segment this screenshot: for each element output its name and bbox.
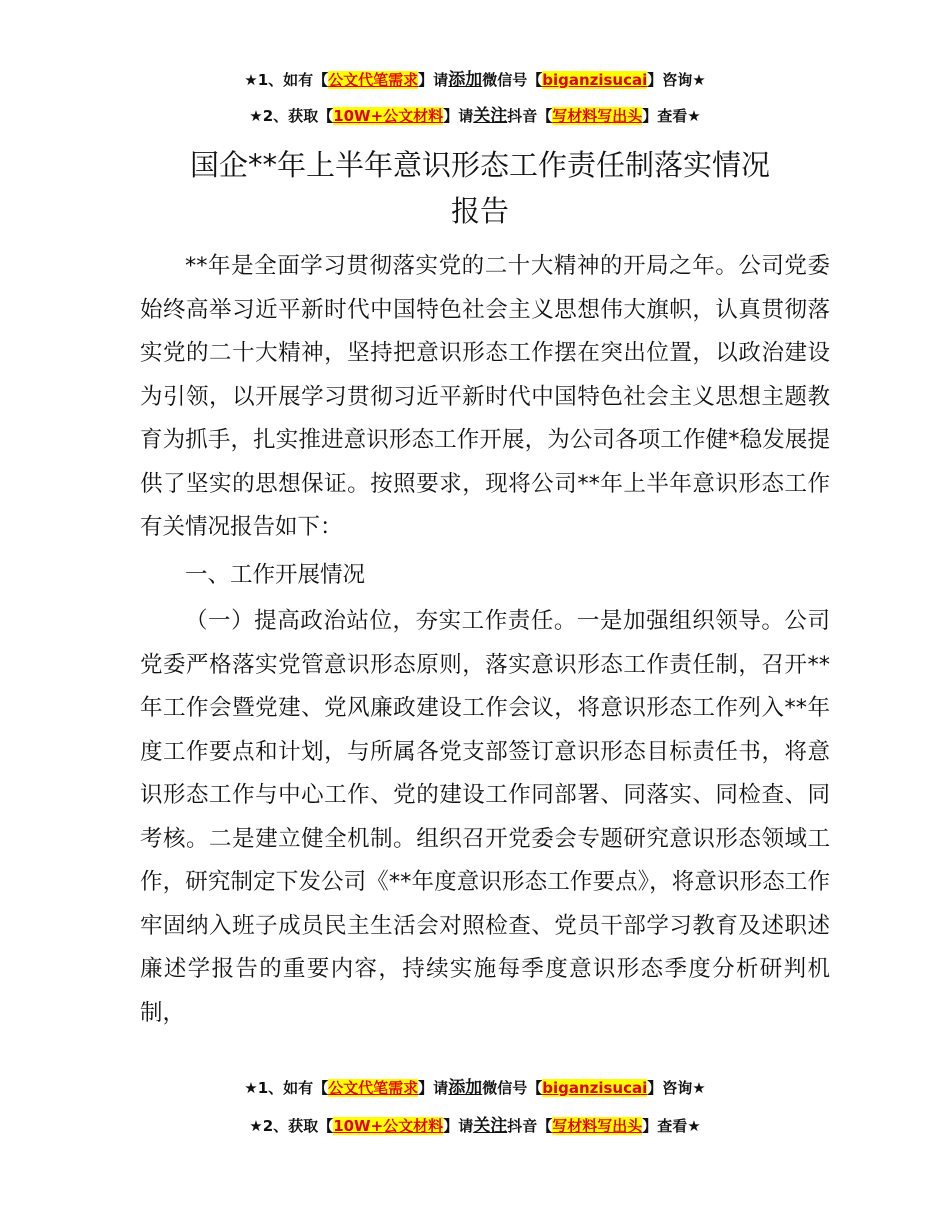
promo-text: 】请 — [443, 107, 474, 125]
promo-text: ★2、获取【 — [249, 107, 334, 125]
promo-text: 】请 — [418, 71, 449, 89]
title-line-2: 报告 — [450, 194, 509, 228]
promo-text: 】查看★ — [642, 107, 701, 125]
promo-text: 】查看★ — [642, 1117, 701, 1135]
promo-text: ★1、如有【 — [244, 71, 329, 89]
promo-line-1-top — [0, 69, 950, 91]
section-paragraph: （一）提高政治站位，夯实工作责任。一是加强组织领导。公司党委严格落实党管意识形态原则，落实意识形态工作责任制，召开**年工作会暨党建、党风廉政建设工作会议，将意识形态工作列入**年度工作要点和计划，与所属各党支部签订意识形态目标责任书，将意识形态工作与中心工作、党的建设工作同部署、同落实、同检查、同考核。二是建立健全机制。组织召开党委会专题研究意识形态领域工作，研究制定下发公司《**年度意识形态工作要点》，将意识形态工作牢固纳入班子成员民主生活会对照检查、党员干部学习教育及述职述廉述学报告的重要内容，持续实施每季度意识形态季度分析研判机制， — [140, 608, 830, 1026]
document-body — [140, 245, 830, 1035]
promo-text: 】请 — [418, 1079, 449, 1097]
promo-text: ★1、如有【 — [244, 1079, 329, 1097]
promo-highlight: 公文代笔需求 — [328, 71, 419, 89]
promo-text: 抖音【 — [507, 1117, 553, 1135]
promo-highlight: 公文代笔需求 — [328, 1079, 419, 1097]
promo-highlight: 10W+公文材料 — [333, 107, 444, 125]
promo-text: 】咨询★ — [647, 1079, 706, 1097]
promo-emphasis: 关注 — [473, 106, 508, 126]
promo-text: ★2、获取【 — [249, 1117, 334, 1135]
section-heading: 一、工作开展情况 — [185, 561, 366, 588]
promo-highlight: biganzisucai — [542, 71, 648, 89]
promo-highlight: biganzisucai — [542, 1079, 648, 1097]
promo-line-2-bottom — [0, 1115, 950, 1137]
promo-highlight: 10W+公文材料 — [333, 1117, 444, 1135]
promo-text: 】咨询★ — [647, 71, 706, 89]
promo-highlight: 写材料写出头 — [552, 1117, 643, 1135]
promo-text: 微信号【 — [482, 71, 543, 89]
document-title — [140, 142, 820, 234]
promo-line-1-bottom — [0, 1077, 950, 1099]
promo-emphasis: 添加 — [448, 70, 483, 90]
intro-paragraph: **年是全面学习贯彻落实党的二十大精神的开局之年。公司党委始终高举习近平新时代中国特色社会主义思想伟大旗帜，认真贯彻落实党的二十大精神，坚持把意识形态工作摆在突出位置，以政治建设为引领，以开展学习贯彻习近平新时代中国特色社会主义思想主题教育为抓手，扎实推进意识形态工作开展，为公司各项工作健*稳发展提供了坚实的思想保证。按照要求，现将公司**年上半年意识形态工作有关情况报告如下： — [140, 253, 830, 540]
promo-text: 抖音【 — [507, 107, 553, 125]
promo-text: 】请 — [443, 1117, 474, 1135]
promo-text: 微信号【 — [482, 1079, 543, 1097]
promo-emphasis: 添加 — [448, 1078, 483, 1098]
title-line-1: 国企**年上半年意识形态工作责任制落实情况 — [189, 148, 770, 182]
promo-line-2-top — [0, 105, 950, 127]
promo-emphasis: 关注 — [473, 1116, 508, 1136]
promo-highlight: 写材料写出头 — [552, 107, 643, 125]
